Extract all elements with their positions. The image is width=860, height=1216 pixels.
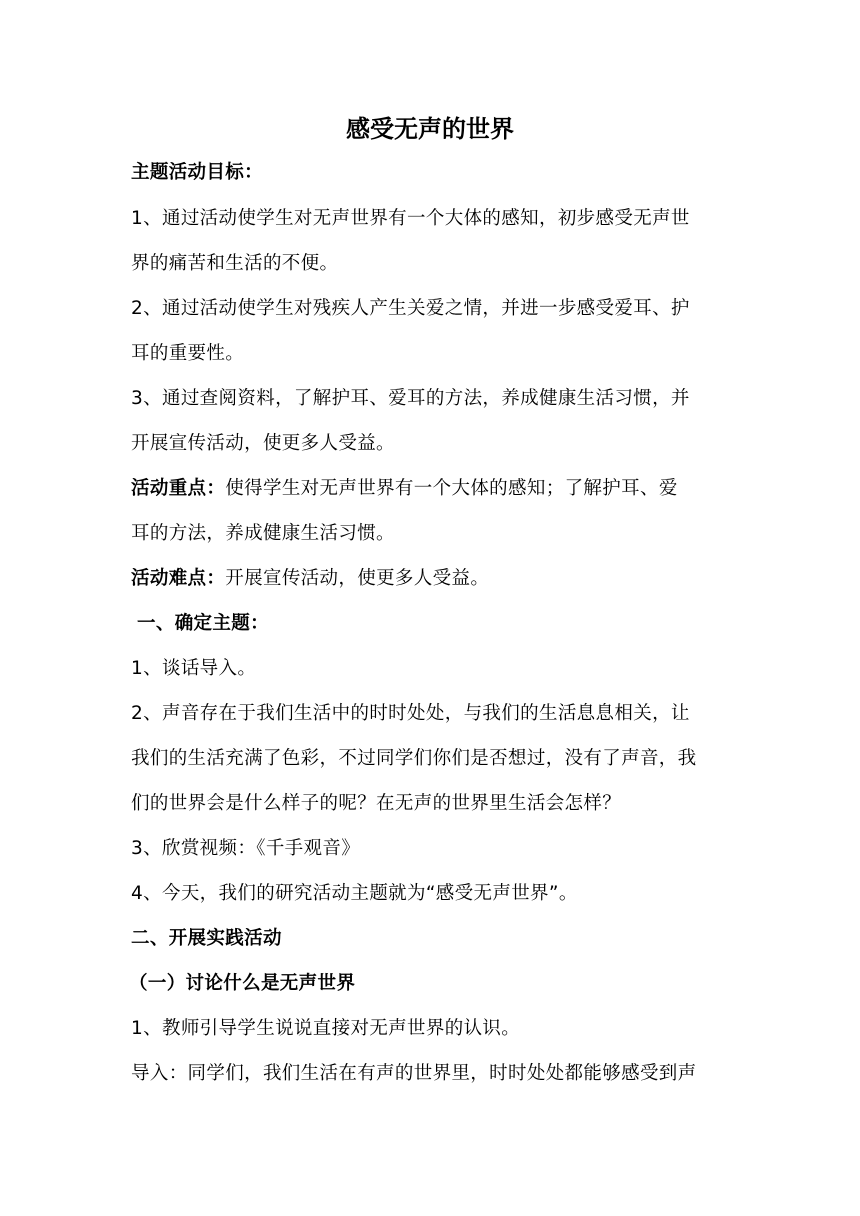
objective-1-line-2: 界的痛苦和生活的不便。 <box>131 253 339 274</box>
section-1-item-2-line-3: 们的世界会是什么样子的呢？在无声的世界里生活会怎样？ <box>131 793 622 814</box>
section-1-item-1: 1、谈话导入。 <box>131 658 257 679</box>
section-1-heading: 一、确定主题： <box>137 613 269 634</box>
objective-1-line-1: 1、通过活动使学生对无声世界有一个大体的感知，初步感受无声世 <box>131 208 690 229</box>
objectives-heading: 主题活动目标： <box>131 162 263 183</box>
key-point-label: 活动重点： <box>131 478 226 499</box>
document-title: 感受无声的世界 <box>346 115 514 143</box>
subsection-1-heading: （一）讨论什么是无声世界 <box>129 973 356 994</box>
section-2-intro: 导入：同学们，我们生活在有声的世界里，时时处处都能够感受到声 <box>131 1063 697 1084</box>
key-point-text: 使得学生对无声世界有一个大体的感知；了解护耳、爱 <box>225 478 678 499</box>
difficulty-text: 开展宣传活动，使更多人受益。 <box>225 568 490 589</box>
key-point-line-2: 耳的方法，养成健康生活习惯。 <box>131 523 395 544</box>
difficulty-line <box>131 566 731 592</box>
section-2-item-1: 1、教师引导学生说说直接对无声世界的认识。 <box>131 1018 521 1039</box>
objective-2-line-2: 耳的重要性。 <box>131 343 245 364</box>
objective-3-line-1: 3、通过查阅资料，了解护耳、爱耳的方法，养成健康生活习惯，并 <box>131 388 690 409</box>
objective-3-line-2: 开展宣传活动，使更多人受益。 <box>131 433 395 454</box>
section-2-heading: 二、开展实践活动 <box>131 928 282 949</box>
objective-2-line-1: 2、通过活动使学生对残疾人产生关爱之情，并进一步感受爱耳、护 <box>131 298 690 319</box>
difficulty-label: 活动难点： <box>131 568 226 589</box>
key-point-line-1 <box>131 476 731 502</box>
section-1-item-2-line-1: 2、声音存在于我们生活中的时时处处，与我们的生活息息相关，让 <box>131 703 690 724</box>
section-1-item-4: 4、今天，我们的研究活动主题就为“感受无声世界”。 <box>131 883 578 904</box>
section-1-item-3: 3、欣赏视频：《千手观音》 <box>131 838 361 859</box>
section-1-item-2-line-2: 我们的生活充满了色彩，不过同学们你们是否想过，没有了声音，我 <box>131 748 697 769</box>
